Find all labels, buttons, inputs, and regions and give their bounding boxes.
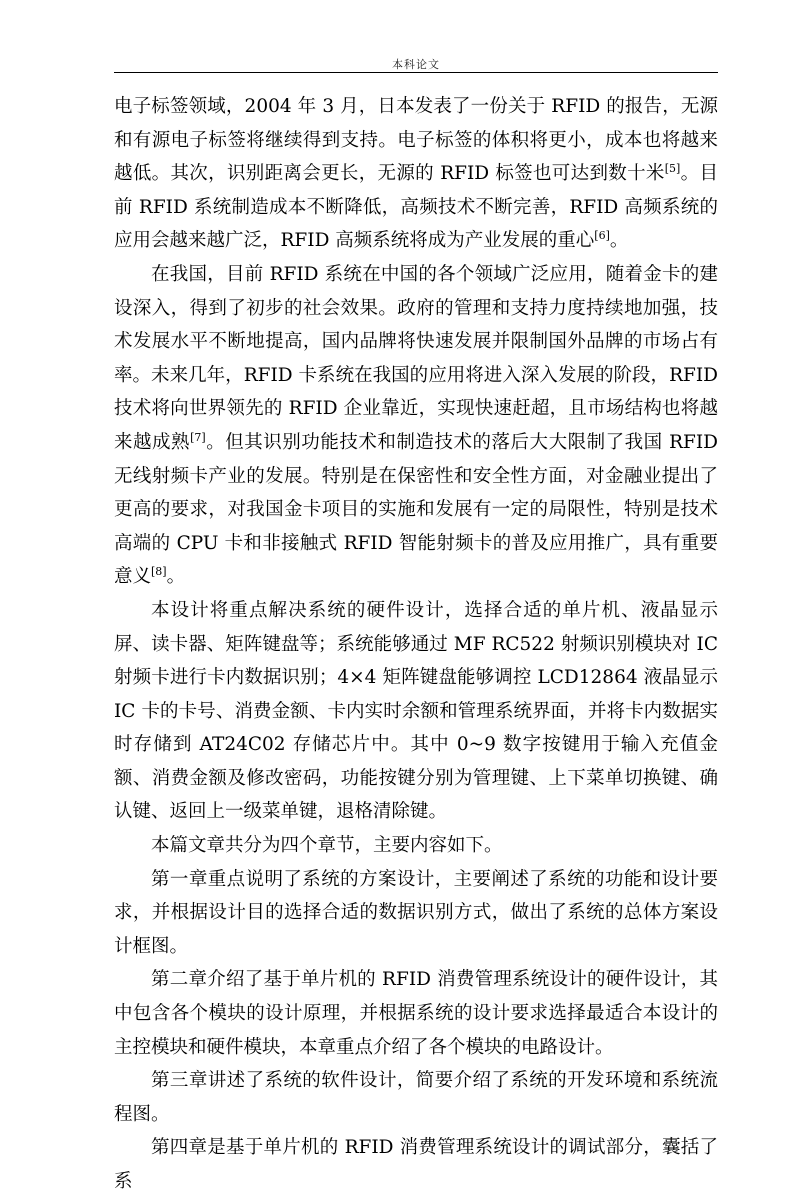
running-header: 本科论文: [392, 58, 440, 71]
citation-ref: [6]: [594, 229, 610, 243]
paragraph: [114, 258, 718, 594]
text-run: 第三章讲述了系统的软件设计，简要介绍了系统的开发环境和系统流程图。: [114, 1070, 718, 1125]
text-run: 本篇文章共分为四个章节，主要内容如下。: [151, 835, 503, 857]
paragraph: [114, 1131, 718, 1198]
paragraph: [114, 829, 718, 863]
citation-ref: [8]: [151, 565, 167, 579]
text-run: 。: [609, 230, 629, 252]
text-run: 第四章是基于单片机的 RFID 消费管理系统设计的调试部分，囊括了系: [114, 1137, 718, 1192]
paragraph: [114, 963, 718, 1064]
text-run: 第一章重点说明了系统的方案设计，主要阐述了系统的功能和设计要求，并根据设计目的选择合适的数据识别方式，做出了系统的总体方案设计框图。: [114, 868, 718, 957]
text-run: 在我国，目前 RFID 系统在中国的各个领域广泛应用，随着金卡的建设深入，得到了初步的社会效果。政府的管理和支持力度持续地加强，技术发展水平不断地提高，国内品牌将快速发展并限制国外品牌的市场占有率。未来几年，RFID 卡系统在我国的应用将进入深入发展的阶段，RFID 技术将向世界领先的 RFID 企业靠近，实现快速赶超，且市场结构也将越来越成熟: [114, 263, 718, 453]
text-run: 。目前 RFID 系统制造成本不断降低，高频技术不断完善，RFID 高频系统的应用会越来越广泛，RFID 高频系统将成为产业发展的重心: [114, 163, 718, 252]
text-run: 。: [166, 566, 186, 588]
text-run: 电子标签领域，2004 年 3 月，日本发表了一份关于 RFID 的报告，无源和有源电子标签将继续得到支持。电子标签的体积将更小，成本也将越来越低。其次，识别距离会更长，无源的 RFID 标签也可达到数十米: [114, 96, 718, 185]
text-run: 第二章介绍了基于单片机的 RFID 消费管理系统设计的硬件设计，其中包含各个模块的设计原理，并根据系统的设计要求选择最适合本设计的主控模块和硬件模块，本章重点介绍了各个模块的电路设计。: [114, 969, 718, 1058]
paragraph: [114, 1064, 718, 1131]
text-run: 。但其识别功能技术和制造技术的落后大大限制了我国 RFID 无线射频卡产业的发展。特别是在保密性和安全性方面，对金融业提出了更高的要求，对我国金卡项目的实施和发展有一定的局限性，特别是技术高端的 CPU 卡和非接触式 RFID 智能射频卡的普及应用推广，具有重要意义: [114, 431, 718, 588]
body-text: [114, 90, 718, 1199]
text-run: 本设计将重点解决系统的硬件设计，选择合适的单片机、液晶显示屏、读卡器、矩阵键盘等；系统能够通过 MF RC522 射频识别模块对 IC 射频卡进行卡内数据识别；4×4 矩阵键盘能够调控 LCD12864 液晶显示 IC 卡的卡号、消费金额、卡内实时余额和管理系统界面，并将卡内数据实时存储到 AT24C02 存储芯片中。其中 0~9 数字按键用于输入充值金额、消费金额及修改密码，功能按键分别为管理键、上下菜单切换键、确认键、返回上一级菜单键，退格清除键。: [114, 599, 718, 823]
header-rule: [114, 72, 718, 73]
paragraph: [114, 594, 718, 829]
citation-ref: [7]: [190, 430, 206, 444]
paragraph: [114, 863, 718, 964]
paragraph: [114, 90, 718, 258]
citation-ref: [5]: [664, 162, 681, 176]
